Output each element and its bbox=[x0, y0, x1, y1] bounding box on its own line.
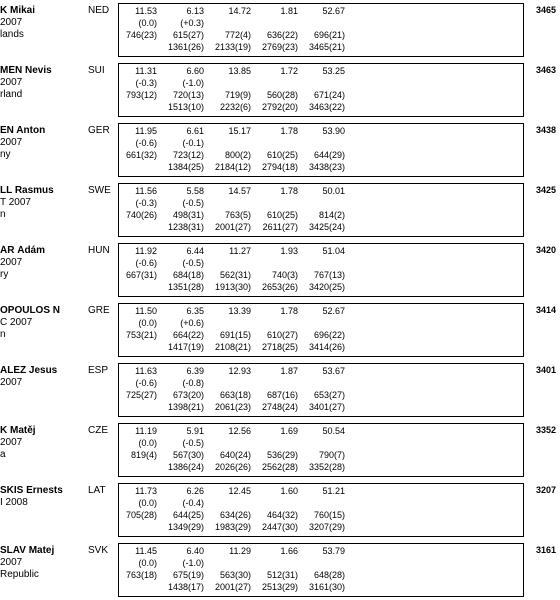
score-cell: 814(2) bbox=[318, 210, 345, 220]
score-cell: 11.19 bbox=[135, 426, 157, 436]
score-cell: 723(12) bbox=[172, 150, 204, 160]
athlete-name: LL Rasmus bbox=[0, 185, 54, 196]
score-cell: 760(15) bbox=[313, 510, 345, 520]
score-cell: 2611(27) bbox=[262, 222, 298, 232]
score-cell: 563(30) bbox=[219, 570, 251, 580]
score-cell: 2232(6) bbox=[219, 102, 251, 112]
score-cell: (0.0) bbox=[138, 18, 157, 28]
score-box bbox=[118, 543, 524, 597]
score-cell: 11.53 bbox=[135, 6, 157, 16]
score-cell: 14.57 bbox=[228, 186, 251, 196]
score-cell: 2026(26) bbox=[214, 462, 251, 472]
score-cell: 2653(26) bbox=[261, 282, 298, 292]
score-cell: 13.39 bbox=[228, 306, 251, 316]
score-cell: 2562(28) bbox=[261, 462, 298, 472]
score-cell: (-1.0) bbox=[182, 78, 204, 88]
athlete-date: 2007 bbox=[0, 77, 23, 88]
score-cell: 11.73 bbox=[135, 486, 157, 496]
athlete-country: n bbox=[0, 329, 6, 340]
score-cell: 1.78 bbox=[280, 306, 298, 316]
score-cell: 51.04 bbox=[322, 246, 345, 256]
nation-code: NED bbox=[88, 5, 110, 16]
score-cell: 6.60 bbox=[186, 66, 204, 76]
score-box bbox=[118, 483, 524, 537]
score-cell: 634(26) bbox=[219, 510, 251, 520]
athlete-country: n bbox=[0, 209, 6, 220]
score-cell: 52.67 bbox=[322, 6, 345, 16]
score-box bbox=[118, 3, 524, 57]
score-cell: 1398(21) bbox=[167, 402, 204, 412]
score-cell: (-0.3) bbox=[135, 78, 157, 88]
score-cell: 2447(30) bbox=[261, 522, 298, 532]
score-cell: 3352(28) bbox=[308, 462, 345, 472]
athlete-info bbox=[0, 65, 86, 101]
score-cell: 50.54 bbox=[322, 426, 345, 436]
score-cell: 1349(29) bbox=[167, 522, 204, 532]
score-cell: 2748(24) bbox=[261, 402, 298, 412]
nation-code: SVK bbox=[88, 545, 109, 556]
athlete-name: K Mikai bbox=[0, 5, 36, 16]
athlete-country: rland bbox=[0, 89, 23, 100]
nation-code: ESP bbox=[88, 365, 109, 376]
score-cell: 1.87 bbox=[280, 366, 298, 376]
athlete-date: 2007 bbox=[0, 437, 23, 448]
score-cell: (-0.6) bbox=[135, 258, 157, 268]
score-cell: 667(31) bbox=[125, 270, 157, 280]
score-cell: 12.56 bbox=[228, 426, 251, 436]
score-cell: 648(28) bbox=[313, 570, 345, 580]
athlete-info bbox=[0, 5, 86, 41]
athlete-info bbox=[0, 125, 86, 161]
score-cell: 2001(27) bbox=[214, 222, 251, 232]
score-cell: 763(18) bbox=[125, 570, 157, 580]
score-cell: 6.40 bbox=[186, 546, 204, 556]
score-cell: 560(28) bbox=[266, 90, 298, 100]
total-score: 3352 bbox=[535, 425, 556, 435]
score-cell: 696(22) bbox=[313, 330, 345, 340]
athlete-country: Republic bbox=[0, 569, 39, 580]
score-cell: 3463(22) bbox=[308, 102, 345, 112]
athlete-country: ny bbox=[0, 149, 11, 160]
score-cell: 14.72 bbox=[228, 6, 251, 16]
score-cell: 6.26 bbox=[186, 486, 204, 496]
score-cell: 2792(20) bbox=[261, 102, 298, 112]
score-cell: 2108(21) bbox=[214, 342, 251, 352]
athlete-row bbox=[0, 240, 560, 300]
score-cell: 1513(10) bbox=[167, 102, 204, 112]
athlete-row bbox=[0, 180, 560, 240]
score-cell: 2133(19) bbox=[214, 42, 251, 52]
score-cell: 3161(30) bbox=[308, 582, 345, 592]
score-cell: 1983(29) bbox=[214, 522, 251, 532]
athlete-name: SKIS Ernests bbox=[0, 485, 63, 496]
score-cell: 610(25) bbox=[266, 150, 298, 160]
athlete-name: K Matěj bbox=[0, 425, 36, 436]
total-score: 3438 bbox=[535, 125, 556, 135]
athlete-row bbox=[0, 300, 560, 360]
score-cell: 567(30) bbox=[172, 450, 204, 460]
score-cell: 6.35 bbox=[186, 306, 204, 316]
athlete-date: 2007 bbox=[0, 557, 23, 568]
total-score: 3161 bbox=[535, 545, 556, 555]
score-cell: 610(27) bbox=[266, 330, 298, 340]
score-cell: 653(27) bbox=[313, 390, 345, 400]
athlete-info bbox=[0, 305, 86, 341]
score-cell: (+0.3) bbox=[180, 18, 204, 28]
score-cell: 793(12) bbox=[125, 90, 157, 100]
score-box bbox=[118, 303, 524, 357]
score-cell: 11.31 bbox=[135, 66, 157, 76]
total-score: 3420 bbox=[535, 245, 556, 255]
score-cell: 12.45 bbox=[228, 486, 251, 496]
athlete-name: EN Anton bbox=[0, 125, 46, 136]
score-cell: 2718(25) bbox=[261, 342, 298, 352]
score-cell: 644(29) bbox=[313, 150, 345, 160]
score-cell: 2001(27) bbox=[214, 582, 251, 592]
score-cell: 1.78 bbox=[280, 186, 298, 196]
score-cell: 767(13) bbox=[313, 270, 345, 280]
score-box bbox=[118, 423, 524, 477]
score-cell: 696(21) bbox=[313, 30, 345, 40]
score-cell: 800(2) bbox=[224, 150, 251, 160]
athlete-country: a bbox=[0, 449, 6, 460]
nation-code: HUN bbox=[88, 245, 110, 256]
score-cell: (0.0) bbox=[138, 438, 157, 448]
score-cell: 1238(31) bbox=[167, 222, 204, 232]
score-cell: 746(23) bbox=[125, 30, 157, 40]
total-score: 3414 bbox=[535, 305, 556, 315]
score-cell: 11.95 bbox=[135, 126, 157, 136]
score-cell: 1.93 bbox=[280, 246, 298, 256]
score-box bbox=[118, 63, 524, 117]
score-cell: 640(24) bbox=[219, 450, 251, 460]
score-cell: 1.60 bbox=[280, 486, 298, 496]
score-cell: (-0.6) bbox=[135, 378, 157, 388]
total-score: 3465 bbox=[535, 5, 556, 15]
score-cell: 1417(19) bbox=[167, 342, 204, 352]
score-cell: 675(19) bbox=[172, 570, 204, 580]
score-cell: (+0.6) bbox=[180, 318, 204, 328]
score-cell: 763(5) bbox=[224, 210, 251, 220]
score-cell: 740(26) bbox=[125, 210, 157, 220]
score-cell: 3414(26) bbox=[308, 342, 345, 352]
score-cell: 52.67 bbox=[322, 306, 345, 316]
total-score: 3207 bbox=[535, 485, 556, 495]
score-cell: 2513(29) bbox=[261, 582, 298, 592]
score-cell: (-0.5) bbox=[182, 198, 204, 208]
score-cell: (-0.4) bbox=[182, 498, 204, 508]
score-cell: 719(9) bbox=[224, 90, 251, 100]
score-cell: 12.93 bbox=[228, 366, 251, 376]
score-cell: 51.21 bbox=[322, 486, 345, 496]
score-cell: 53.90 bbox=[322, 126, 345, 136]
athlete-date: 2007 bbox=[0, 377, 23, 388]
score-cell: 562(31) bbox=[219, 270, 251, 280]
score-box bbox=[118, 363, 524, 417]
score-cell: 464(32) bbox=[266, 510, 298, 520]
score-cell: 644(25) bbox=[172, 510, 204, 520]
total-score: 3401 bbox=[535, 365, 556, 375]
athlete-name: SLAV Matej bbox=[0, 545, 55, 556]
score-cell: 1384(25) bbox=[167, 162, 204, 172]
score-cell: 671(24) bbox=[313, 90, 345, 100]
score-cell: 3420(25) bbox=[308, 282, 345, 292]
score-cell: 725(27) bbox=[125, 390, 157, 400]
score-cell: 720(13) bbox=[172, 90, 204, 100]
nation-code: SUI bbox=[88, 65, 105, 76]
athlete-date: T 2007 bbox=[0, 197, 31, 208]
score-cell: 5.91 bbox=[186, 426, 204, 436]
score-cell: 3465(21) bbox=[308, 42, 345, 52]
score-cell: 1913(30) bbox=[214, 282, 251, 292]
athlete-country: lands bbox=[0, 29, 24, 40]
score-cell: (-0.5) bbox=[182, 438, 204, 448]
score-cell: 661(32) bbox=[125, 150, 157, 160]
score-cell: 673(20) bbox=[172, 390, 204, 400]
score-cell: (-0.6) bbox=[135, 138, 157, 148]
athlete-name: OPOULOS N bbox=[0, 305, 61, 316]
score-cell: 740(3) bbox=[271, 270, 298, 280]
score-box bbox=[118, 123, 524, 177]
score-cell: 2794(18) bbox=[261, 162, 298, 172]
nation-code: GRE bbox=[88, 305, 110, 316]
athlete-row bbox=[0, 120, 560, 180]
score-cell: (-0.1) bbox=[182, 138, 204, 148]
score-cell: (0.0) bbox=[138, 498, 157, 508]
score-cell: 11.92 bbox=[135, 246, 157, 256]
score-cell: 610(25) bbox=[266, 210, 298, 220]
athlete-info bbox=[0, 425, 86, 461]
total-score: 3425 bbox=[535, 185, 556, 195]
score-cell: 2769(23) bbox=[261, 42, 298, 52]
score-cell: 772(4) bbox=[224, 30, 251, 40]
score-cell: 1.72 bbox=[280, 66, 298, 76]
score-cell: 6.13 bbox=[186, 6, 204, 16]
score-cell: 1361(26) bbox=[167, 42, 204, 52]
score-cell: 3438(23) bbox=[308, 162, 345, 172]
score-cell: 53.79 bbox=[322, 546, 345, 556]
score-cell: 2061(23) bbox=[214, 402, 251, 412]
score-cell: 15.17 bbox=[228, 126, 251, 136]
score-cell: 1438(17) bbox=[167, 582, 204, 592]
nation-code: GER bbox=[88, 125, 110, 136]
score-cell: 536(29) bbox=[266, 450, 298, 460]
score-cell: (-0.5) bbox=[182, 258, 204, 268]
total-score: 3463 bbox=[535, 65, 556, 75]
score-cell: 11.29 bbox=[229, 546, 251, 556]
score-cell: 5.58 bbox=[186, 186, 204, 196]
score-cell: 1351(28) bbox=[167, 282, 204, 292]
score-cell: 11.63 bbox=[135, 366, 157, 376]
score-cell: 3425(24) bbox=[308, 222, 345, 232]
score-cell: 1.69 bbox=[280, 426, 298, 436]
athlete-row bbox=[0, 360, 560, 420]
nation-code: SWE bbox=[88, 185, 111, 196]
score-cell: (0.0) bbox=[138, 558, 157, 568]
score-cell: 1.78 bbox=[280, 126, 298, 136]
athlete-info bbox=[0, 545, 86, 581]
athlete-info bbox=[0, 245, 86, 281]
score-cell: 11.50 bbox=[135, 306, 157, 316]
score-cell: 512(31) bbox=[266, 570, 298, 580]
score-cell: 1.66 bbox=[280, 546, 298, 556]
athlete-info bbox=[0, 485, 86, 509]
score-cell: 687(16) bbox=[266, 390, 298, 400]
score-cell: 6.44 bbox=[186, 246, 204, 256]
score-cell: 615(27) bbox=[172, 30, 204, 40]
athlete-info bbox=[0, 365, 86, 389]
athlete-name: ÁR Ádám bbox=[0, 245, 46, 256]
athlete-country: ry bbox=[0, 269, 9, 280]
score-cell: 636(22) bbox=[266, 30, 298, 40]
score-cell: 1.81 bbox=[280, 6, 298, 16]
athlete-date: 2007 bbox=[0, 17, 23, 28]
score-cell: 684(18) bbox=[172, 270, 204, 280]
athlete-date: 2007 bbox=[0, 257, 23, 268]
score-cell: (0.0) bbox=[138, 318, 157, 328]
athlete-row bbox=[0, 60, 560, 120]
score-cell: 1386(24) bbox=[167, 462, 204, 472]
score-cell: 819(4) bbox=[130, 450, 157, 460]
score-cell: 2184(12) bbox=[214, 162, 251, 172]
athlete-row bbox=[0, 420, 560, 480]
score-cell: 691(15) bbox=[219, 330, 251, 340]
score-cell: 498(31) bbox=[172, 210, 204, 220]
score-cell: 53.25 bbox=[322, 66, 345, 76]
score-cell: (-0.3) bbox=[135, 198, 157, 208]
athlete-date: 2007 bbox=[0, 137, 23, 148]
athlete-info bbox=[0, 185, 86, 221]
athlete-name: MEN Nevis bbox=[0, 65, 52, 76]
score-cell: 53.67 bbox=[322, 366, 345, 376]
score-cell: 11.27 bbox=[229, 246, 251, 256]
nation-code: CZE bbox=[88, 425, 108, 436]
score-cell: 705(28) bbox=[125, 510, 157, 520]
score-cell: (-1.0) bbox=[182, 558, 204, 568]
nation-code: LAT bbox=[88, 485, 106, 496]
score-cell: 11.56 bbox=[135, 186, 157, 196]
score-cell: 50.01 bbox=[322, 186, 345, 196]
athlete-row bbox=[0, 540, 560, 600]
score-cell: (-0.8) bbox=[182, 378, 204, 388]
score-box bbox=[118, 243, 524, 297]
score-cell: 753(21) bbox=[125, 330, 157, 340]
score-cell: 790(7) bbox=[318, 450, 345, 460]
score-cell: 3401(27) bbox=[308, 402, 345, 412]
score-cell: 13.85 bbox=[228, 66, 251, 76]
score-cell: 6.61 bbox=[186, 126, 204, 136]
score-box bbox=[118, 183, 524, 237]
athlete-date: C 2007 bbox=[0, 317, 33, 328]
athlete-name: ALEZ Jesus bbox=[0, 365, 58, 376]
athlete-row bbox=[0, 0, 560, 60]
score-cell: 6.39 bbox=[186, 366, 204, 376]
athlete-row bbox=[0, 480, 560, 540]
score-cell: 11.45 bbox=[135, 546, 157, 556]
score-cell: 664(22) bbox=[172, 330, 204, 340]
score-cell: 663(18) bbox=[219, 390, 251, 400]
score-cell: 3207(29) bbox=[308, 522, 345, 532]
athlete-date: I 2008 bbox=[0, 497, 28, 508]
